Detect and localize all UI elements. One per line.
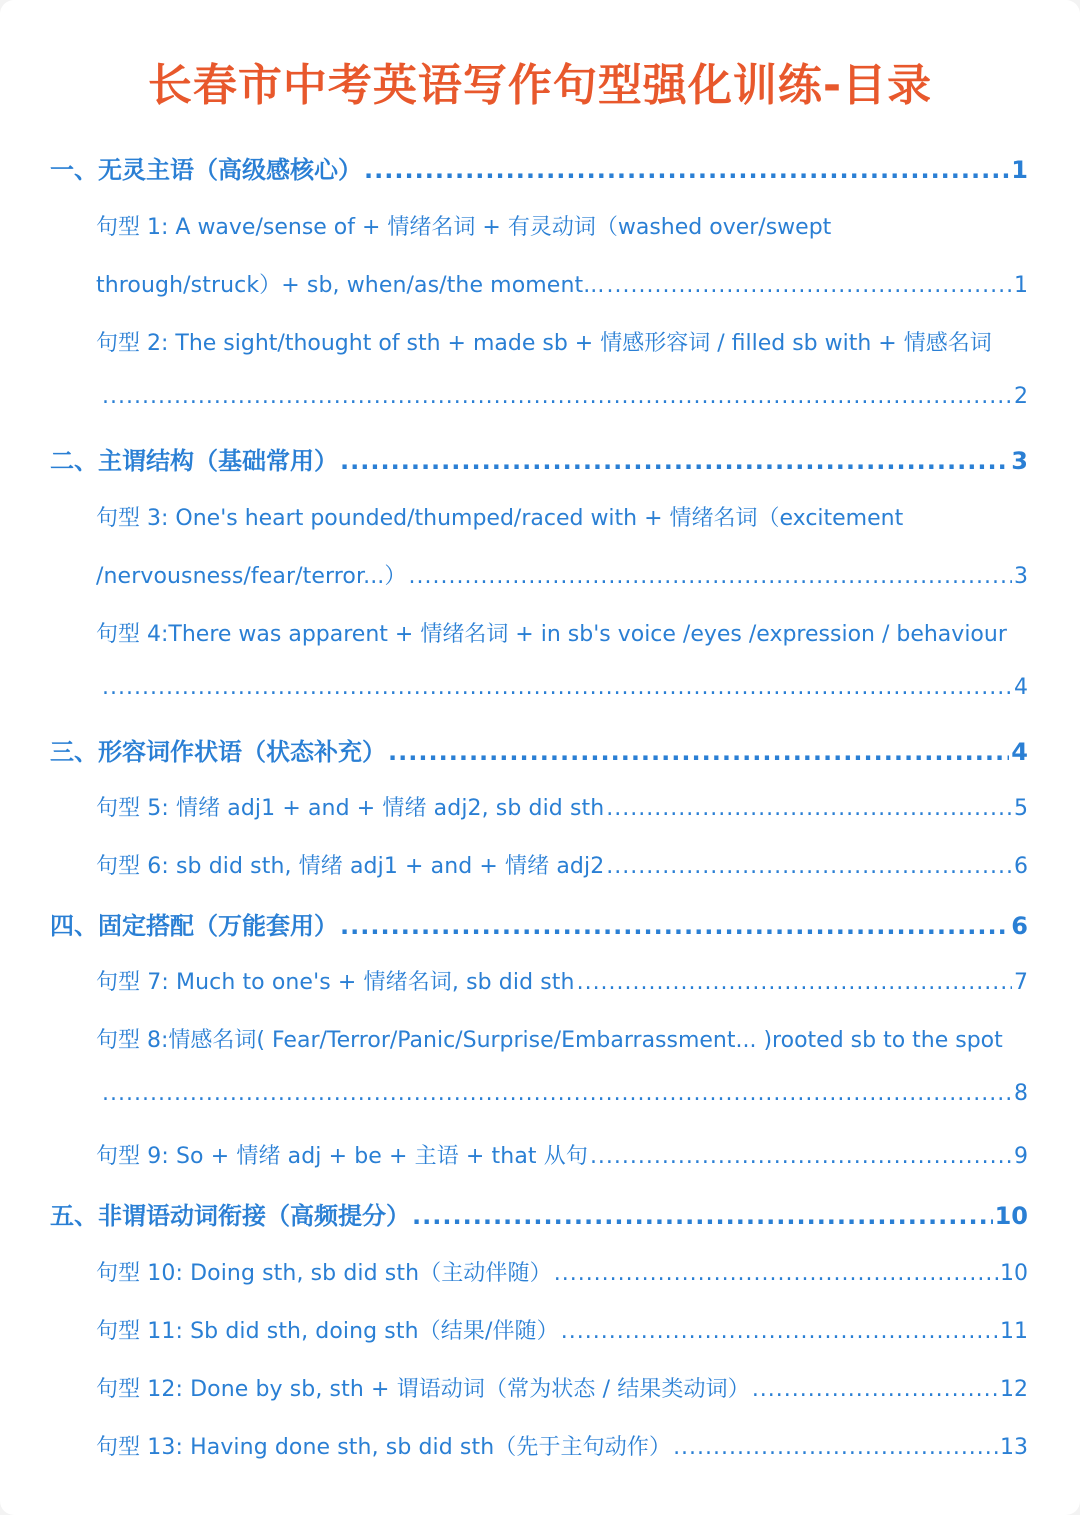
toc-item-text: 句型 13: Having done sth, sb did sth（先于主句动作） (96, 1435, 672, 1460)
toc-section-label: 一、无灵主语（高级感核心） (50, 156, 362, 184)
toc-item-6[interactable] (96, 849, 1028, 880)
leader-dots (102, 1081, 1012, 1106)
toc-section-2[interactable] (50, 441, 1028, 476)
toc-section-label: 四、固定搭配（万能套用） (50, 912, 338, 940)
leader-dots (388, 738, 1009, 766)
leader-dots (102, 384, 1012, 409)
toc-section-label: 二、主谓结构（基础常用） (50, 447, 338, 475)
toc-page-number: 3 (1014, 564, 1028, 589)
toc-page-number: 4 (1011, 738, 1028, 766)
toc-page-number: 12 (1000, 1377, 1028, 1402)
toc-item-7[interactable] (96, 965, 1028, 996)
toc-item-2-line-1[interactable]: 句型 2: The sight/thought of sth + made sb + 情感形容词 / filled sb with + 情感名词 (96, 331, 992, 356)
toc-page-number: 7 (1014, 970, 1028, 995)
toc-item-text: 句型 11: Sb did sth, doing sth（结果/伴随） (96, 1319, 559, 1344)
toc-page-number: 10 (994, 1202, 1028, 1230)
toc-item-8[interactable] (100, 1081, 1028, 1106)
toc-page-number: 6 (1011, 912, 1028, 940)
toc-section-1[interactable] (50, 150, 1028, 185)
page-title: 长春市中考英语写作句型强化训练-目录 (147, 60, 933, 111)
toc-item-3[interactable] (96, 559, 1028, 590)
toc-section-label: 五、非谓语动词衔接（高频提分） (50, 1202, 410, 1230)
leader-dots (606, 854, 1012, 879)
toc-item-9[interactable] (96, 1139, 1028, 1170)
toc-item-text: 句型 6: sb did sth, 情绪 adj1 + and + 情绪 adj2 (96, 854, 605, 879)
toc-item-1[interactable] (96, 268, 1028, 299)
toc-item-text: 句型 7: Much to one's + 情绪名词, sb did sth (96, 970, 575, 995)
toc-page-number: 9 (1014, 1144, 1028, 1169)
toc-item-11[interactable] (96, 1314, 1028, 1345)
leader-dots (561, 1319, 998, 1344)
toc-page-number: 1 (1014, 273, 1028, 298)
toc-item-4-line-1[interactable]: 句型 4:There was apparent + 情绪名词 + in sb's voice /eyes /expression / behaviour (96, 622, 1007, 647)
toc-item-12[interactable] (96, 1372, 1028, 1403)
toc-page-number: 2 (1014, 384, 1028, 409)
toc-section-3[interactable] (50, 732, 1028, 767)
toc-page-number: 5 (1014, 796, 1028, 821)
toc-page-number: 1 (1011, 156, 1028, 184)
leader-dots (673, 1435, 998, 1460)
toc-item-1-line-1[interactable]: 句型 1: A wave/sense of + 情绪名词 + 有灵动词（washed over/swept (96, 215, 832, 240)
toc-section-label: 三、形容词作状语（状态补充） (50, 738, 386, 766)
leader-dots (607, 273, 1013, 298)
leader-dots (102, 675, 1012, 700)
leader-dots (752, 1377, 998, 1402)
toc-item-text: 句型 10: Doing sth, sb did sth（主动伴随） (96, 1261, 552, 1286)
leader-dots (590, 1144, 1012, 1169)
leader-dots (577, 970, 1012, 995)
toc-item-8-line-1[interactable]: 句型 8:情感名词( Fear/Terror/Panic/Surprise/Embarrassment... )rooted sb to the spot (96, 1028, 1003, 1053)
toc-item-2[interactable] (100, 384, 1028, 409)
leader-dots (364, 156, 1009, 184)
toc-item-text: 句型 9: So + 情绪 adj + be + 主语 + that 从句 (96, 1144, 588, 1169)
toc-page-number: 3 (1011, 447, 1028, 475)
toc-page-number: 11 (1000, 1319, 1028, 1344)
toc-page-number: 6 (1014, 854, 1028, 879)
toc-section-5[interactable] (50, 1196, 1028, 1231)
leader-dots (412, 1202, 993, 1230)
toc-item-text: 句型 5: 情绪 adj1 + and + 情绪 adj2, sb did sth (96, 796, 605, 821)
toc-item-text: through/struck）+ sb, when/as/the moment... (96, 273, 605, 298)
toc-item-text: /nervousness/fear/terror...） (96, 564, 407, 589)
leader-dots (340, 912, 1009, 940)
leader-dots (554, 1261, 998, 1286)
leader-dots (409, 564, 1013, 589)
toc-item-4[interactable] (100, 675, 1028, 700)
toc-item-13[interactable] (96, 1430, 1028, 1461)
toc-page-number: 10 (1000, 1261, 1028, 1286)
toc-item-text: 句型 12: Done by sb, sth + 谓语动词（常为状态 / 结果类动词） (96, 1377, 750, 1402)
leader-dots (340, 447, 1009, 475)
toc-item-3-line-1[interactable]: 句型 3: One's heart pounded/thumped/raced with + 情绪名词（excitement (96, 506, 904, 531)
toc-page-number: 13 (1000, 1435, 1028, 1460)
toc-section-4[interactable] (50, 906, 1028, 941)
toc-item-10[interactable] (96, 1256, 1028, 1287)
leader-dots (606, 796, 1012, 821)
toc-page-number: 4 (1014, 675, 1028, 700)
toc-item-5[interactable] (96, 791, 1028, 822)
toc-page-number: 8 (1014, 1081, 1028, 1106)
